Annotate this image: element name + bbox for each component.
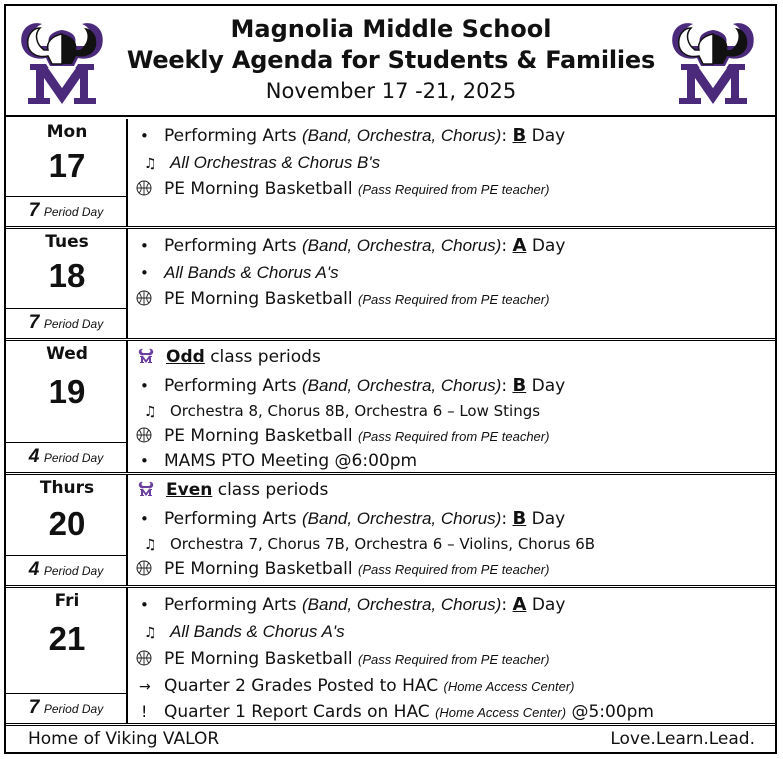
header — [6, 6, 775, 117]
day-row-thurs — [6, 475, 775, 588]
day-row-mon — [6, 119, 775, 229]
day-row-tues — [6, 229, 775, 341]
pe-basketball-line: PE Morning Basketball (Pass Required from PE teacher) — [136, 176, 549, 202]
pe-basketball-line: PE Morning Basketball (Pass Required from PE teacher) — [136, 556, 549, 582]
music-note-icon: ♫ — [144, 156, 157, 172]
day-number: 19 — [48, 373, 86, 410]
odd-even-line: Odd class periods — [136, 344, 321, 370]
ab-day-badge: B — [512, 508, 527, 529]
viking-m-mini-icon — [138, 348, 154, 364]
odd-even-label: Even — [166, 480, 213, 500]
pe-basketball-line: PE Morning Basketball (Pass Required from PE teacher) — [136, 423, 549, 449]
period-day: 4 Period Day — [6, 442, 126, 472]
odd-even-label: Odd — [166, 347, 205, 367]
pe-basketball-line: PE Morning Basketball (Pass Required from PE teacher) — [136, 646, 549, 672]
footer-motto-right: Love.Learn.Lead. — [610, 729, 755, 749]
basketball-icon — [136, 177, 164, 203]
performing-arts-line: • Performing Arts (Band, Orchestra, Chorus): B Day — [136, 373, 565, 399]
music-note-line: • All Bands & Chorus A's — [136, 260, 339, 286]
bullet-icon: • — [140, 237, 149, 255]
pe-basketball-line: PE Morning Basketball (Pass Required from PE teacher) — [136, 286, 549, 312]
day-cell — [6, 341, 128, 472]
period-day: 7 Period Day — [6, 693, 126, 723]
day-name: Mon — [46, 122, 88, 142]
odd-even-line: Even class periods — [136, 477, 328, 503]
music-note-line: ♫ All Bands & Chorus A's — [136, 619, 345, 645]
report-cards-line: ! Quarter 1 Report Cards on HAC (Home Access Center) @5:00pm — [136, 699, 654, 725]
day-name: Thurs — [39, 478, 95, 498]
bullet-icon: • — [140, 510, 149, 528]
bullet-icon: • — [140, 127, 149, 145]
basketball-icon — [136, 424, 164, 450]
basketball-icon — [136, 557, 164, 583]
footer — [6, 726, 775, 752]
performing-arts-line: • Performing Arts (Band, Orchestra, Chorus): B Day — [136, 123, 565, 149]
music-note-line: ♫ Orchestra 8, Chorus 8B, Orchestra 6 – Low Stings — [136, 398, 540, 424]
bullet-icon: • — [140, 596, 149, 614]
agenda-document — [4, 4, 777, 754]
music-note-icon: ♫ — [144, 404, 157, 420]
day-cell — [6, 588, 128, 723]
bullet-icon: • — [140, 264, 149, 282]
performing-arts-line: • Performing Arts (Band, Orchestra, Chorus): A Day — [136, 592, 565, 618]
grades-line: → Quarter 2 Grades Posted to HAC (Home Access Center) — [136, 673, 574, 699]
ab-day-badge: A — [512, 594, 527, 615]
day-number: 21 — [48, 620, 86, 657]
viking-m-mini-icon — [138, 481, 154, 497]
bullet-icon: • — [140, 377, 149, 395]
day-name: Fri — [54, 591, 80, 611]
viking-m-logo-icon — [667, 16, 759, 108]
performing-arts-line: • Performing Arts (Band, Orchestra, Chorus): A Day — [136, 233, 565, 259]
school-name: Magnolia Middle School — [230, 15, 552, 43]
day-cell — [6, 119, 128, 226]
period-day: 7 Period Day — [6, 308, 126, 338]
ab-day-badge: B — [512, 125, 527, 146]
day-cell — [6, 475, 128, 585]
day-row-wed — [6, 341, 775, 475]
day-cell — [6, 229, 128, 338]
day-number: 17 — [48, 147, 86, 184]
music-note-icon: ♫ — [144, 537, 157, 553]
music-note-icon: ♫ — [144, 625, 157, 641]
arrow-right-icon: → — [139, 679, 151, 695]
day-number: 20 — [48, 505, 86, 542]
music-note-line: ♫ Orchestra 7, Chorus 7B, Orchestra 6 – Violins, Chorus 6B — [136, 531, 595, 557]
day-name: Wed — [46, 344, 88, 364]
viking-m-logo-icon — [16, 16, 108, 108]
ab-day-badge: A — [512, 235, 527, 256]
ab-day-badge: B — [512, 375, 527, 396]
date-range: November 17 -21, 2025 — [265, 79, 517, 103]
bullet-icon: • — [140, 452, 149, 470]
day-name: Tues — [45, 232, 89, 252]
period-day: 4 Period Day — [6, 555, 126, 585]
exclamation-icon: ! — [141, 702, 148, 721]
agenda-subtitle: Weekly Agenda for Students & Families — [126, 46, 656, 74]
event-line: • MAMS PTO Meeting @6:00pm — [136, 448, 417, 474]
basketball-icon — [136, 287, 164, 313]
day-row-fri — [6, 588, 775, 726]
music-note-line: ♫ All Orchestras & Chorus B's — [136, 150, 380, 176]
footer-motto-left: Home of Viking VALOR — [28, 729, 220, 749]
day-number: 18 — [48, 257, 86, 294]
basketball-icon — [136, 647, 164, 673]
performing-arts-line: • Performing Arts (Band, Orchestra, Chorus): B Day — [136, 506, 565, 532]
period-day: 7 Period Day — [6, 196, 126, 226]
